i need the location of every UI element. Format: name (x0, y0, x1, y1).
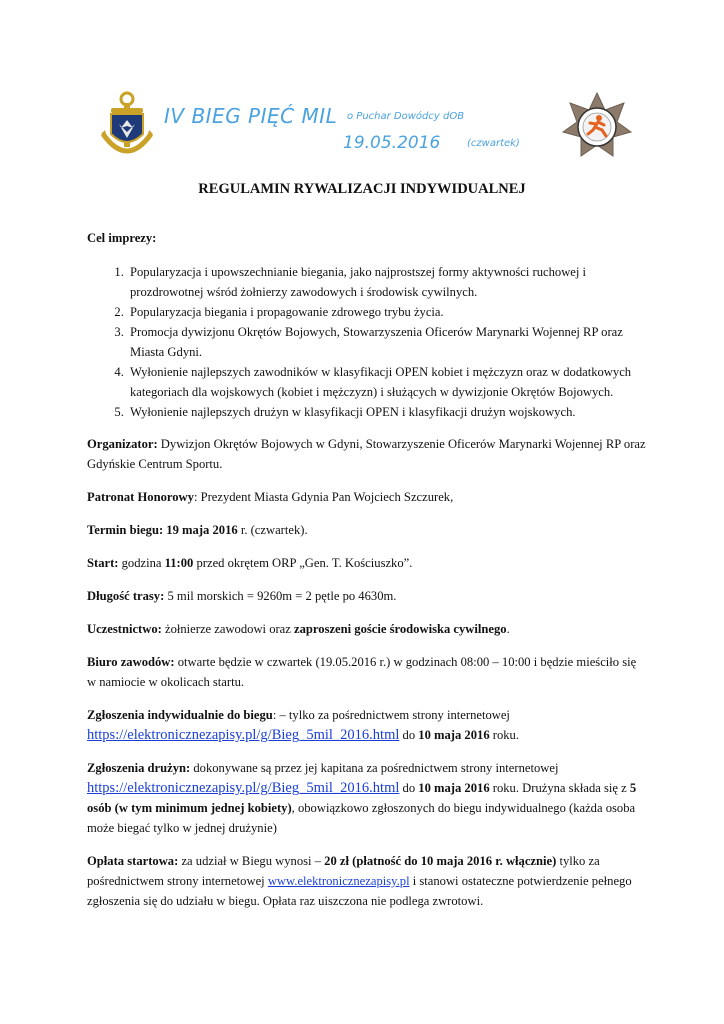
event-header (0, 84, 724, 174)
list-item: 5. Wyłonienie najlepszych drużyn w klasyfikacji OPEN i klasyfikacji drużyn wojskowych. (127, 402, 647, 422)
patronage-paragraph (87, 487, 647, 507)
teams-text: dokonywane są przez jej kapitana za pośrednictwem strony internetowej (190, 761, 559, 775)
start-time: 11:00 (164, 556, 194, 570)
distance-paragraph (87, 586, 647, 606)
list-item: 3. Promocja dywizjonu Okrętów Bojowych, Stowarzyszenia Oficerów Marynarki Wojennej RP oraz Miasta Gdyni. (127, 322, 647, 362)
fee-amount: 20 zł (płatność do 10 maja 2016 r. włącznie) (324, 854, 557, 868)
start-location: przed okrętem ORP „Gen. T. Kościuszko”. (193, 556, 413, 570)
distance-text: 5 mil morskich = 9260m = 2 pętle po 4630m. (164, 589, 397, 603)
team-registration-paragraph (87, 758, 647, 838)
start-label: Start: (87, 556, 119, 570)
participation-guests: zaproszeni goście środowiska cywilnego (294, 622, 507, 636)
office-paragraph (87, 652, 647, 692)
fee-label: Opłata startowa: (87, 854, 179, 868)
event-day: (czwartek) (467, 138, 520, 149)
participation-label: Uczestnictwo: (87, 622, 162, 636)
list-item: 1. Popularyzacja i upowszechnianie biegania, jako najprostszej formy aktywności ruchowej i prozdrowotnej wśród żołnierzy zawodowych i środowisk cywilnych. (127, 262, 647, 302)
individual-label: Zgłoszenia indywidualnie do biegu (87, 708, 273, 722)
teams-text-composition: roku. Drużyna składa się z (489, 781, 630, 795)
organizer-text: Dywizjon Okrętów Bojowych w Gdyni, Stowarzyszenie Oficerów Marynarki Wojennej RP oraz Gdyńskie Centrum Sportu. (87, 437, 646, 471)
start-paragraph (87, 553, 647, 573)
goals-heading: Cel imprezy: (87, 231, 157, 245)
individual-text: : – tylko za pośrednictwem strony internetowej (272, 708, 510, 722)
fee-paragraph (87, 851, 647, 911)
office-text: otwarte będzie w czwartek (19.05.2016 r.) w godzinach 08:00 – 10:00 i będzie mieściło się w namiocie w okolicach startu. (87, 655, 637, 689)
teams-text-to: do (399, 781, 419, 795)
teams-text-end: , obowiązkowo zgłoszonych do biegu indywidualnego (każda osoba może biegać tylko w jednej drużynie) (87, 801, 636, 835)
individual-registration-link[interactable]: https://elektronicznezapisy.pl/g/Bieg_5mil_2016.html (87, 727, 400, 743)
fee-text: za udział w Biegu wynosi – (178, 854, 325, 868)
individual-text-end: roku. (489, 728, 520, 742)
event-date: 19.05.2016 (343, 133, 441, 153)
document-title: REGULAMIN RYWALIZACJI INDYWIDUALNEJ (198, 181, 526, 197)
teams-deadline: 10 maja 2016 (418, 781, 490, 795)
patronage-text: : Prezydent Miasta Gdynia Pan Wojciech Szczurek, (193, 490, 454, 504)
race-date-text: r. (czwartek). (237, 523, 308, 537)
fee-website-link[interactable]: www.elektronicznezapisy.pl (267, 874, 410, 888)
list-item: 2. Popularyzacja biegania i propagowanie zdrowego trybu życia. (127, 302, 647, 322)
fee-text-end: i stanowi ostateczne potwierdzenie pełnego zgłoszenia się do udziału w biegu. Opłata raz uiszczona nie podlega zwrotowi. (87, 874, 632, 908)
individual-text-to: do (399, 728, 419, 742)
organizer-paragraph (87, 434, 647, 474)
participation-paragraph (87, 619, 647, 639)
individual-registration-paragraph (87, 705, 647, 745)
fee-text-via: tylko za pośrednictwem strony internetowej (87, 854, 600, 888)
event-subtitle: o Puchar Dowódcy dOB (347, 111, 465, 122)
regulations-body (87, 228, 647, 924)
individual-deadline: 10 maja 2016 (418, 728, 490, 742)
event-title: IV BIEG PIĘĆ MIL (164, 104, 338, 128)
navy-anchor-emblem-logo (99, 90, 155, 162)
distance-label: Długość trasy: (87, 589, 165, 603)
teams-label: Zgłoszenia drużyn: (87, 761, 191, 775)
start-text: godzina (118, 556, 165, 570)
participation-end: . (506, 622, 510, 636)
race-date-label: Termin biegu: 19 maja 2016 (87, 523, 238, 537)
list-item: 4. Wyłonienie najlepszych zawodników w klasyfikacji OPEN kobiet i mężczyzn oraz w dodatkowych kategoriach dla wojskowych (kobiet i mężczyzn) i służących w dywizjonie Okrętów Bojowych. (127, 362, 647, 402)
participation-text: żołnierze zawodowi oraz (161, 622, 295, 636)
organizer-label: Organizator: (87, 437, 158, 451)
office-label: Biuro zawodów: (87, 655, 175, 669)
running-star-badge-logo (562, 92, 632, 160)
patronage-label: Patronat Honorowy (87, 490, 194, 504)
team-registration-link[interactable]: https://elektronicznezapisy.pl/g/Bieg_5mil_2016.html (87, 780, 400, 796)
goals-list (87, 262, 647, 422)
teams-size: 5 osób (w tym minimum jednej kobiety) (87, 781, 637, 815)
race-date-paragraph (87, 520, 647, 540)
